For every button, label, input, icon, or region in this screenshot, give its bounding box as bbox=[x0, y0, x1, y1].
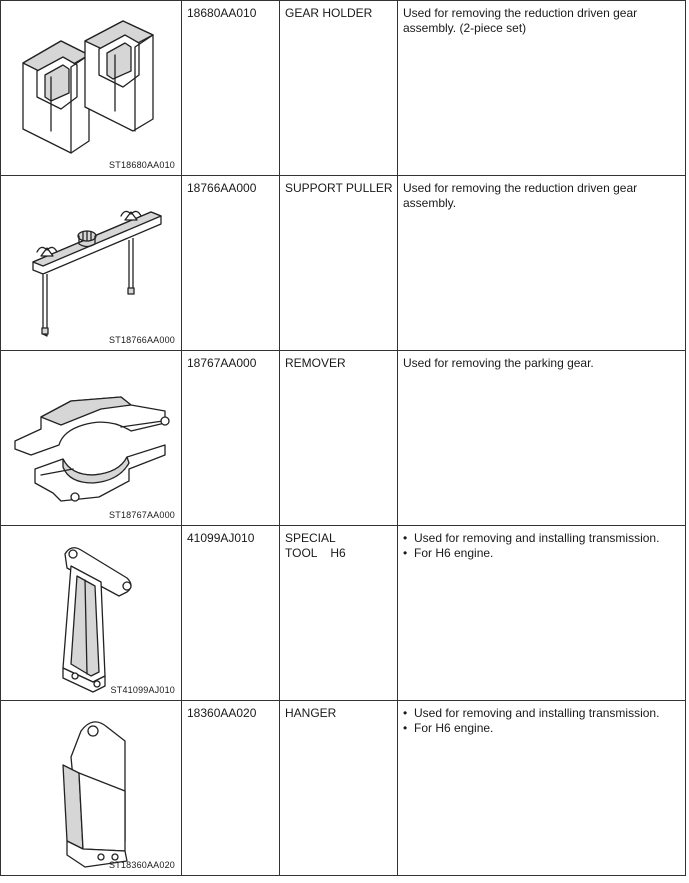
list-item: • For H6 engine. bbox=[403, 721, 681, 736]
image-caption: ST18767AA000 bbox=[109, 510, 175, 520]
list-item: • For H6 engine. bbox=[403, 546, 681, 561]
image-caption: ST41099AJ010 bbox=[110, 685, 175, 695]
description-list bbox=[403, 706, 681, 736]
description-line: Used for removing the reduction driven gear bbox=[403, 6, 638, 20]
description bbox=[398, 351, 686, 526]
special-tool-h6-illustration bbox=[1, 526, 181, 701]
image-caption: ST18766AA000 bbox=[109, 335, 175, 345]
part-number: 18767AA000 bbox=[182, 351, 280, 526]
image-cell bbox=[1, 526, 182, 701]
description bbox=[398, 526, 686, 701]
part-number: 41099AJ010 bbox=[182, 526, 280, 701]
part-number: 18766AA000 bbox=[182, 176, 280, 351]
image-cell bbox=[1, 176, 182, 351]
tool-name: REMOVER bbox=[280, 351, 398, 526]
description-line: Used for removing the reduction driven gear bbox=[403, 181, 638, 195]
table-row bbox=[1, 701, 686, 876]
list-item: • Used for removing and installing transmission. bbox=[403, 531, 681, 546]
part-number: 18680AA010 bbox=[182, 1, 280, 176]
table-row bbox=[1, 176, 686, 351]
tool-name: HANGER bbox=[280, 701, 398, 876]
description-line: assembly. (2-piece set) bbox=[403, 21, 527, 35]
table-row bbox=[1, 351, 686, 526]
image-cell bbox=[1, 701, 182, 876]
tool-name-line: SPECIAL bbox=[285, 531, 336, 545]
part-number: 18360AA020 bbox=[182, 701, 280, 876]
image-cell bbox=[1, 351, 182, 526]
tool-name-line: TOOL H6 bbox=[285, 546, 346, 560]
tool-name bbox=[280, 526, 398, 701]
gear-holder-illustration bbox=[1, 1, 181, 176]
remover-illustration bbox=[1, 351, 181, 526]
tool-name: SUPPORT PULLER bbox=[280, 176, 398, 351]
image-caption: ST18680AA010 bbox=[109, 160, 175, 170]
list-item: • Used for removing and installing transmission. bbox=[403, 706, 681, 721]
tool-name: GEAR HOLDER bbox=[280, 1, 398, 176]
table-row bbox=[1, 526, 686, 701]
hanger-illustration bbox=[1, 701, 181, 876]
description-line: Used for removing the parking gear. bbox=[403, 356, 594, 370]
description bbox=[398, 1, 686, 176]
description-line: assembly. bbox=[403, 196, 457, 210]
description-list bbox=[403, 531, 681, 561]
table-row bbox=[1, 1, 686, 176]
image-cell bbox=[1, 1, 182, 176]
support-puller-illustration bbox=[1, 176, 181, 351]
image-caption: ST18360AA020 bbox=[109, 860, 175, 870]
description bbox=[398, 176, 686, 351]
description bbox=[398, 701, 686, 876]
